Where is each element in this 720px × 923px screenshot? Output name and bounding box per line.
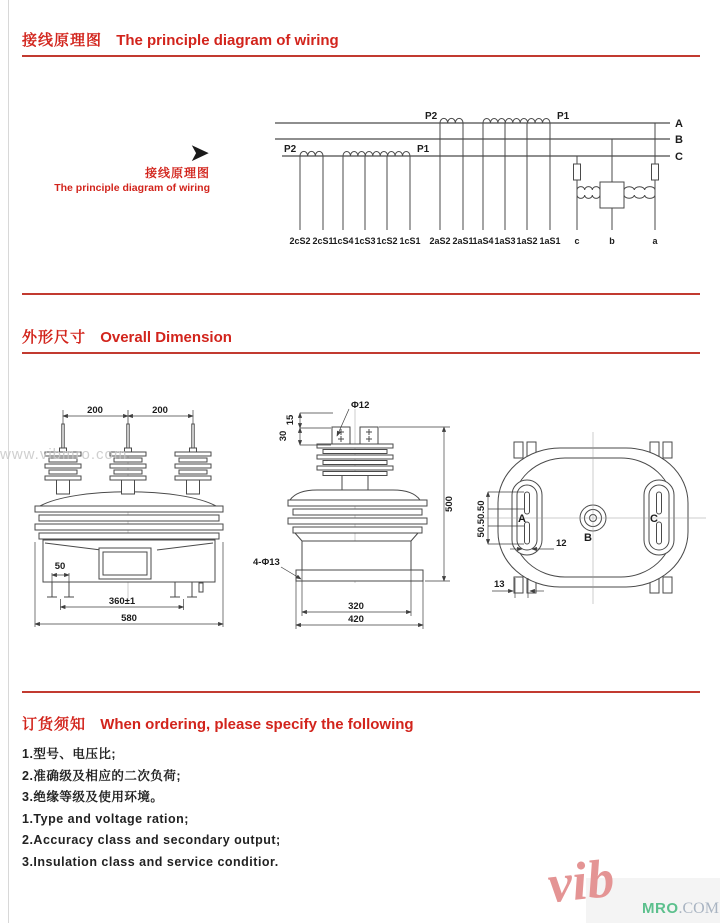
body-fin (39, 533, 219, 539)
terminal-1cS4: 1cS4 (332, 236, 354, 246)
side-view-drawing (245, 393, 475, 655)
bushing-right (175, 424, 211, 494)
wiring-section-title (22, 29, 339, 50)
ordering-item-en-3: 3.Insulation class and service conditior. (22, 854, 279, 869)
dimension-title-en: Overall Dimension (100, 329, 232, 346)
dim-50: 50 (54, 561, 66, 572)
section-divider-2 (22, 691, 700, 693)
terminal-1aS1: 1aS1 (539, 236, 561, 246)
ordering-item-en-1: 1.Type and voltage ration; (22, 811, 189, 826)
page-edge-line (8, 0, 9, 923)
dim-505050: 50.50.50 (476, 500, 487, 538)
dim-phi12: Φ12 (351, 400, 370, 411)
ct-c-p2-label: P2 (284, 144, 297, 155)
ordering-item-zh-2: 2.准确级及相应的二次负荷; (22, 768, 182, 783)
site-logo (545, 847, 720, 923)
dimension-section-title (22, 326, 232, 347)
dim-500: 500 (444, 496, 455, 512)
dim-580: 580 (121, 613, 137, 624)
tank-taper (295, 533, 418, 541)
front-feet (47, 582, 203, 597)
ordering-section-title (22, 713, 414, 734)
top-label-a: A (518, 513, 526, 525)
foot-bolt (199, 583, 203, 592)
body-fin (35, 506, 223, 512)
dimension-title-rule (22, 352, 700, 354)
front-top-dims (63, 405, 193, 424)
terminal-1cS3: 1cS3 (354, 236, 376, 246)
ct-c-secondary1-coil (343, 152, 410, 157)
terminal-2cS2: 2cS2 (289, 236, 311, 246)
vt-box (600, 182, 624, 208)
dim-200-right: 200 (152, 405, 168, 416)
fuse-a (652, 164, 659, 180)
ordering-item-zh-1: 1.型号、电压比; (22, 747, 117, 761)
dim-13: 13 (494, 579, 505, 590)
logo-mro-text: MRO (642, 900, 679, 917)
bushing-center (110, 424, 146, 494)
terminal-2aS1: 2aS1 (452, 236, 474, 246)
vt-winding-left-top (577, 187, 600, 190)
output-b: b (609, 236, 615, 246)
wiring-title-en: The principle diagram of wiring (116, 32, 339, 49)
dim-12: 12 (556, 538, 567, 549)
top-label-c: C (650, 513, 658, 525)
dim-420: 420 (348, 614, 364, 625)
terminal-1aS3: 1aS3 (494, 236, 516, 246)
right-arrow-icon: ➤ (189, 139, 210, 167)
base-plate (296, 570, 423, 581)
logo-script-text: vib (545, 847, 617, 915)
ct-a-p2-label: P2 (425, 111, 438, 122)
wiring-title-rule (22, 55, 700, 57)
nameplate-inner (103, 552, 147, 575)
dimension-title-zh: 外形尺寸 (22, 329, 87, 346)
logo-com-text: .COM (678, 900, 719, 917)
side-hole-callout (253, 557, 301, 579)
dim-360: 360±1 (108, 596, 136, 607)
terminal-2cS1: 2cS1 (312, 236, 334, 246)
terminal-1cS2: 1cS2 (376, 236, 398, 246)
ct-group-c (284, 144, 430, 246)
ct-a-secondary1-coil (483, 119, 550, 124)
terminal-1cS1: 1cS1 (399, 236, 421, 246)
side-top-dims (278, 400, 369, 445)
side-tank (302, 541, 411, 570)
phase-label-c: C (675, 151, 683, 163)
ordering-title-zh: 订货须知 (22, 716, 87, 733)
ct-a-secondary2-coil (440, 118, 463, 123)
side-dome (290, 490, 420, 500)
bushing-left (45, 424, 81, 494)
bushing-neck (342, 476, 368, 491)
body-fin (39, 515, 219, 521)
vt-winding-right-bottom (624, 195, 655, 198)
logo-suffix (642, 900, 719, 918)
vt-winding-right-top (624, 187, 655, 190)
dim-30: 30 (278, 430, 289, 442)
output-a: a (652, 236, 658, 246)
wiring-title-zh: 接线原理图 (22, 32, 103, 49)
terminal-1aS4: 1aS4 (472, 236, 494, 246)
slot-c (644, 480, 674, 555)
ct-c-secondary2-coil (300, 151, 323, 156)
ct-c-p1-label: P1 (417, 144, 430, 155)
wiring-diagram (270, 98, 700, 248)
front-view-drawing (15, 396, 240, 636)
output-c: c (574, 236, 580, 246)
phase-label-a: A (675, 118, 683, 130)
phase-lines (275, 118, 683, 163)
terminal-1aS2: 1aS2 (516, 236, 538, 246)
dim-320: 320 (348, 601, 364, 612)
ct-group-a (425, 111, 570, 246)
ordering-title-en: When ordering, please specify the following (100, 716, 414, 733)
fuse-c (574, 164, 581, 180)
section-divider-1 (22, 293, 700, 295)
dim-4phi13: 4-Φ13 (253, 557, 280, 568)
phase-label-b: B (675, 134, 683, 146)
vt-winding-left-bottom (577, 195, 600, 198)
wiring-caption (27, 141, 210, 195)
ordering-item-en-2: 2.Accuracy class and secondary output; (22, 833, 281, 847)
vt-branch (574, 123, 659, 246)
side-body (288, 444, 427, 581)
body-fin (35, 524, 223, 530)
ct-a-p1-label: P1 (557, 111, 570, 122)
wiring-caption-zh: 接线原理图 (144, 166, 210, 180)
top-view-drawing (478, 428, 720, 610)
dim-15: 15 (285, 414, 296, 426)
ordering-item-zh-3: 3.绝缘等级及使用环境。 (22, 790, 164, 804)
terminal-2aS2: 2aS2 (429, 236, 451, 246)
top-label-b: B (584, 532, 592, 544)
front-bushings (45, 424, 211, 494)
dim-200-left: 200 (87, 405, 103, 416)
wiring-caption-en: The principle diagram of wiring (54, 182, 210, 194)
watermark-text: www.vibmro.com (0, 446, 128, 463)
ordering-list (22, 744, 281, 873)
